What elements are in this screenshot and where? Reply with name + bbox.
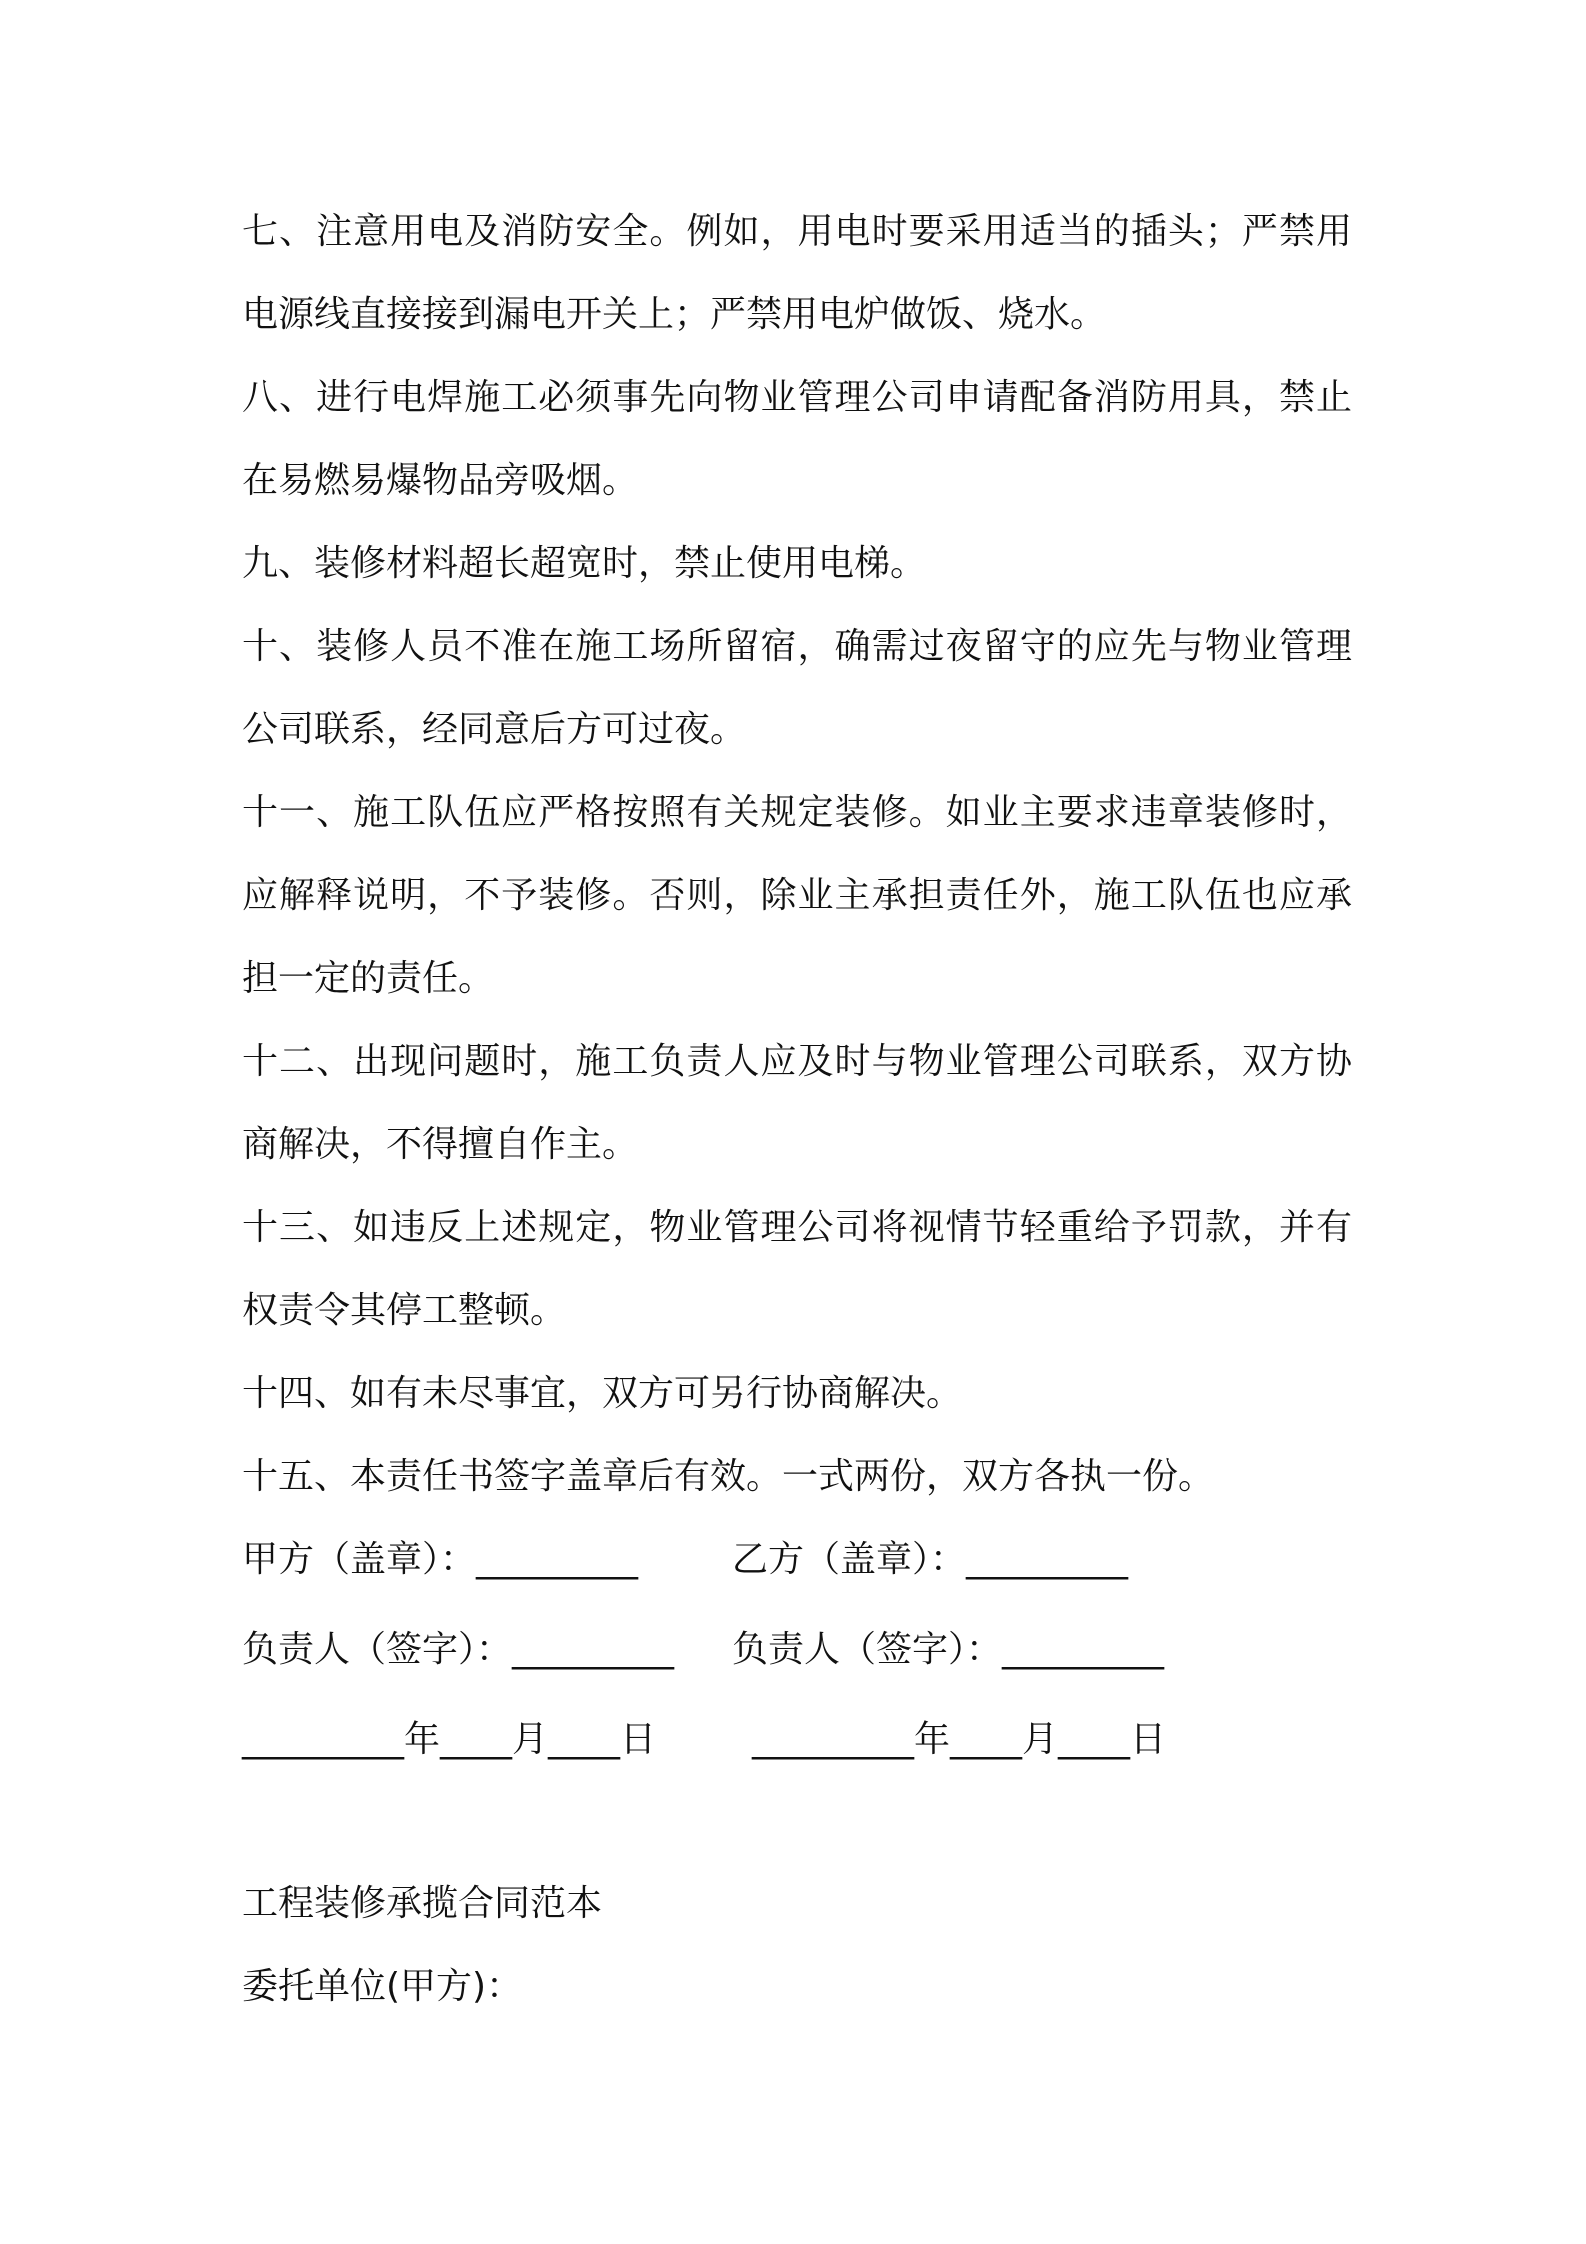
next-document — [242, 1862, 1352, 2028]
clause-10: 十、装修人员不准在施工场所留宿，确需过夜留守的应先与物业管理公司联系，经同意后方可过夜。 — [242, 626, 1352, 750]
party-b-sign: 负责人（签字）：_________ — [732, 1629, 1165, 1670]
date-row — [242, 1698, 1352, 1788]
clause-11: 十一、施工队伍应严格按照有关规定装修。如业主要求违章装修时，应解释说明，不予装修。否则，除业主承担责任外，施工队伍也应承担一定的责任。 — [242, 792, 1352, 999]
clause-13: 十三、如违反上述规定，物业管理公司将视情节轻重给予罚款，并有权责令其停工整顿。 — [242, 1207, 1352, 1331]
client-label: 委托单位(甲方)： — [242, 1966, 523, 2007]
party-b-date: _________年____月____日 — [752, 1719, 1166, 1760]
clause-15: 十五、本责任书签字盖章后有效。一式两份，双方各执一份。 — [242, 1456, 1215, 1497]
clause-12: 十二、出现问题时，施工负责人应及时与物业管理公司联系，双方协商解决，不得擅自作主。 — [242, 1041, 1352, 1165]
document-body — [242, 190, 1352, 1788]
clause-8: 八、进行电焊施工必须事先向物业管理公司申请配备消防用具，禁止在易燃易爆物品旁吸烟。 — [242, 377, 1352, 501]
clause-14: 十四、如有未尽事宜，双方可另行协商解决。 — [242, 1373, 963, 1414]
sign-row — [242, 1608, 1352, 1698]
party-b-seal: 乙方（盖章）：_________ — [732, 1539, 1129, 1580]
clause-7: 七、注意用电及消防安全。例如，用电时要采用适当的插头；严禁用电源线直接接到漏电开关上；严禁用电炉做饭、烧水。 — [242, 211, 1352, 335]
clause-9: 九、装修材料超长超宽时，禁止使用电梯。 — [242, 543, 927, 584]
party-a-date: _________年____月____日 — [242, 1719, 656, 1760]
seal-row — [242, 1518, 1352, 1608]
party-a-sign: 负责人（签字）：_________ — [242, 1629, 675, 1670]
contract-title: 工程装修承揽合同范本 — [242, 1883, 603, 1924]
party-a-seal: 甲方（盖章）：_________ — [242, 1539, 639, 1580]
